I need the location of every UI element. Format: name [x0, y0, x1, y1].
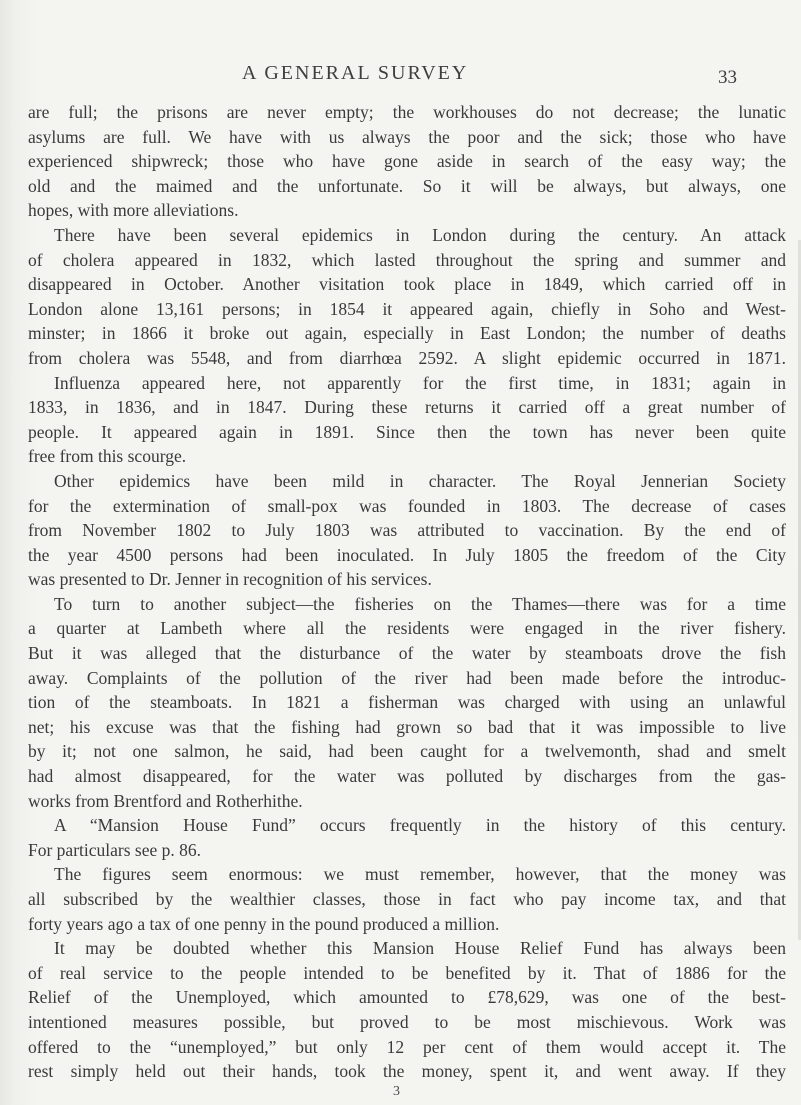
text-line: was presented to Dr. Jenner in recognition of his services.: [28, 569, 432, 590]
text-line: tion of the steamboats. In 1821 a fisherman was charged with using an unlawful: [28, 692, 786, 713]
text-line: a quarter at Lambeth where all the residents were engaged in the river fishery.: [28, 618, 786, 639]
text-line: of real service to the people intended to be benefited by it. That of 1886 for the: [28, 962, 786, 983]
signature-mark: 3: [393, 1084, 400, 1099]
text-line: To turn to another subject—the fisheries on the Thames—there was for a time: [54, 593, 786, 614]
text-line: Other epidemics have been mild in character. The Royal Jennerian Society: [54, 470, 786, 491]
text-line: There have been several epidemics in London during the century. An attack: [54, 224, 786, 245]
text-line: disappeared in October. Another visitation took place in 1849, which carried off in: [28, 274, 786, 295]
text-line: free from this scourge.: [28, 446, 187, 467]
text-line: asylums are full. We have with us always the poor and the sick; those who have: [28, 126, 786, 147]
body-text: [28, 100, 786, 1084]
text-line: for the extermination of small-pox was founded in 1803. The decrease of cases: [28, 495, 786, 516]
text-line: are full; the prisons are never empty; the workhouses do not decrease; the lunatic: [28, 102, 786, 122]
text-line: by it; not one salmon, he said, had been caught for a twelvemonth, shad and smelt: [28, 741, 786, 762]
text-line: net; his excuse was that the fishing had grown so bad that it was impossible to live: [28, 716, 786, 737]
text-line: minster; in 1866 it broke out again, especially in East London; the number of deaths: [28, 323, 786, 344]
text-line: It may be doubted whether this Mansion House Relief Fund has always been: [54, 938, 786, 959]
text-line: hopes, with more alleviations.: [28, 200, 239, 221]
text-line: all subscribed by the wealthier classes, those in fact who pay income tax, and that: [28, 889, 786, 909]
text-line: London alone 13,161 persons; in 1854 it appeared again, chiefly in Soho and West-: [28, 298, 786, 319]
text-line: the year 4500 persons had been inoculated. In July 1805 the freedom of the City: [28, 544, 786, 565]
text-line: A “Mansion House Fund” occurs frequently in the history of this century.: [54, 815, 786, 836]
text-line: from November 1802 to July 1803 was attributed to vaccination. By the end of: [28, 520, 786, 541]
text-line: old and the maimed and the unfortunate. So it will be always, but always, one: [28, 175, 786, 196]
text-line: people. It appeared again in 1891. Since then the town has never been quite: [28, 421, 786, 442]
text-line: offered to the “unemployed,” but only 12 per cent of them would accept it. The: [28, 1036, 786, 1057]
text-line: had almost disappeared, for the water was polluted by discharges from the gas-: [28, 766, 786, 787]
text-line: away. Complaints of the pollution of the river had been made before the introduc-: [28, 667, 786, 688]
text-line: rest simply held out their hands, took the money, spent it, and went away. If they: [28, 1061, 786, 1082]
text-line: Influenza appeared here, not apparently for the first time, in 1831; again in: [54, 372, 786, 393]
text-line: The figures seem enormous: we must remember, however, that the money was: [54, 864, 786, 885]
text-line: experienced shipwreck; those who have gone aside in search of the easy way; the: [28, 151, 786, 172]
running-head: [0, 62, 801, 92]
running-title: A GENERAL SURVEY: [242, 62, 469, 84]
text-line: of cholera appeared in 1832, which lasted throughout the spring and summer and: [28, 249, 786, 270]
text-line: from cholera was 5548, and from diarrhœa 2592. A slight epidemic occurred in 1871.: [28, 347, 786, 368]
page-number: 33: [718, 67, 737, 88]
text-line: 1833, in 1836, and in 1847. During these returns it carried off a great number of: [28, 397, 786, 418]
text-line: intentioned measures possible, but proved to be most mischievous. Work was: [28, 1011, 786, 1032]
text-line: But it was alleged that the disturbance of the water by steamboats drove the fish: [28, 643, 786, 664]
text-line: For particulars see p. 86.: [28, 839, 202, 860]
text-line: works from Brentford and Rotherhithe.: [28, 790, 303, 811]
text-line: forty years ago a tax of one penny in the pound produced a million.: [28, 913, 500, 934]
text-line: Relief of the Unemployed, which amounted to £78,629, was one of the best-: [28, 987, 786, 1008]
